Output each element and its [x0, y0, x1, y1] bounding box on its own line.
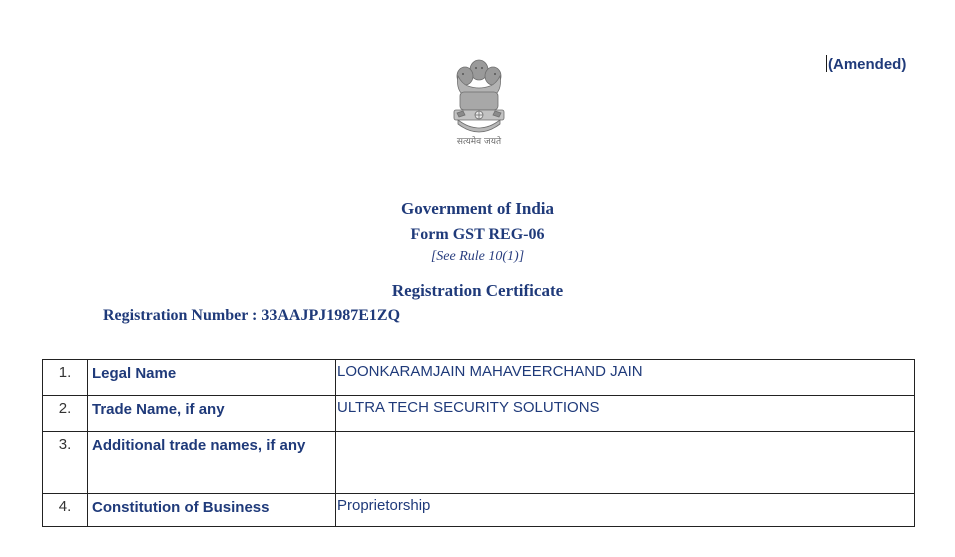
emblem-motto: सत्यमेव जयते [456, 137, 502, 147]
registration-number: Registration Number : 33AAJPJ1987E1ZQ [103, 307, 401, 324]
table-row [43, 360, 915, 396]
row-number: 3. [43, 432, 88, 494]
table-row [43, 396, 915, 432]
row-number: 4. [43, 494, 88, 527]
form-title: Form GST REG-06 [410, 226, 545, 243]
table-row [43, 432, 915, 494]
field-label: Additional trade names, if any [88, 432, 336, 494]
text-cursor [826, 55, 827, 72]
field-label: Trade Name, if any [88, 396, 336, 432]
details-table [42, 359, 915, 527]
government-title: Government of India [401, 199, 554, 218]
field-value: Proprietorship [336, 494, 915, 527]
field-value: ULTRA TECH SECURITY SOLUTIONS [336, 396, 915, 432]
field-label: Constitution of Business [88, 494, 336, 527]
table-row [43, 494, 915, 527]
rule-reference: [See Rule 10(1)] [430, 249, 525, 264]
field-value: LOONKARAMJAIN MAHAVEERCHAND JAIN [336, 360, 915, 396]
field-label: Legal Name [88, 360, 336, 396]
certificate-title: Registration Certificate [391, 281, 564, 300]
field-value [336, 432, 915, 494]
row-number: 2. [43, 396, 88, 432]
amended-label: (Amended) [828, 56, 907, 73]
row-number: 1. [43, 360, 88, 396]
